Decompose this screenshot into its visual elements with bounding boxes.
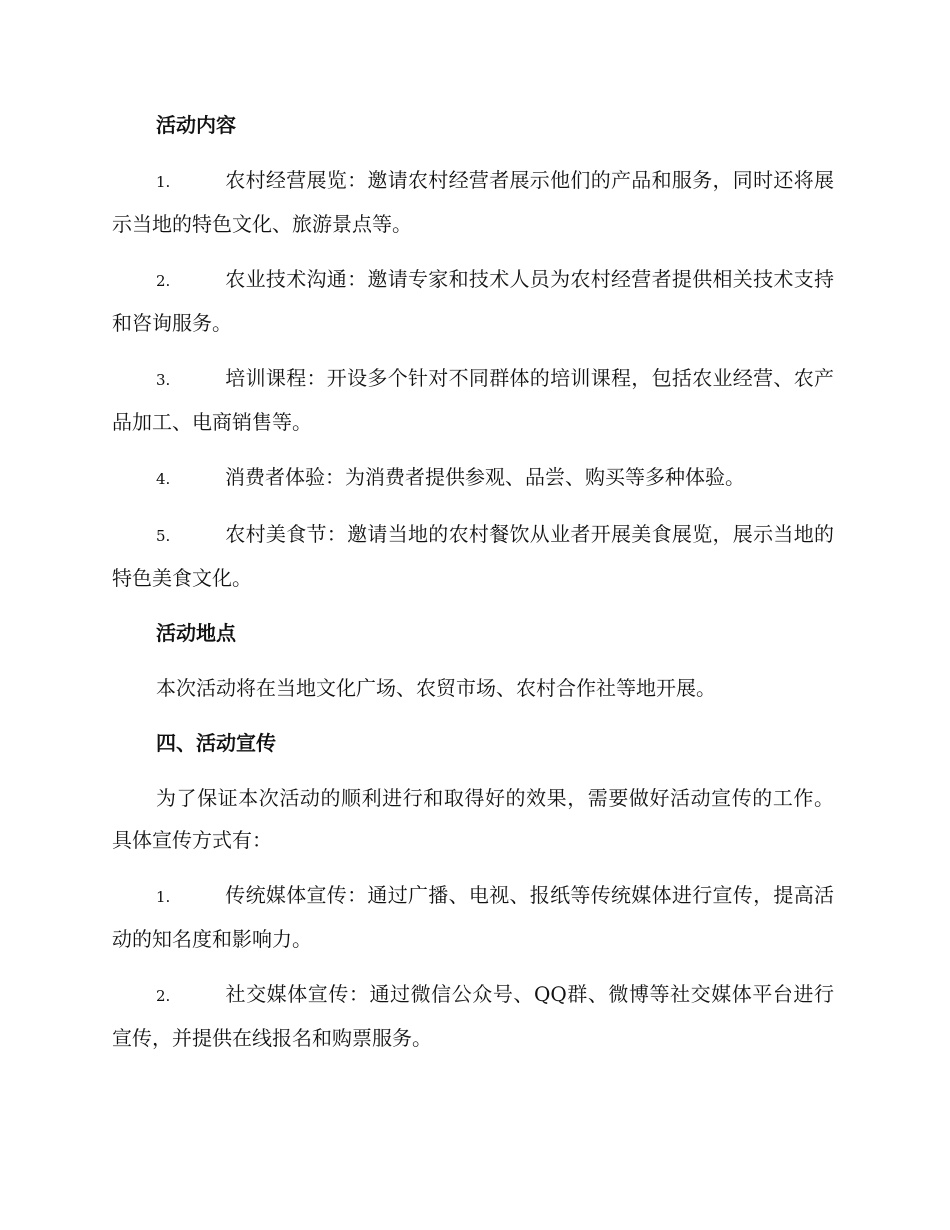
list-item (112, 874, 834, 960)
list-item (112, 258, 834, 344)
list-number: 1. (156, 888, 171, 906)
list-number: 3. (156, 371, 171, 389)
list-item (112, 456, 834, 500)
list-number: 2. (156, 272, 171, 290)
list-number: 5. (156, 527, 171, 545)
list-text: 农业技术沟通：邀请专家和技术人员为农村经营者提供相关技术支持和咨询服务。 (112, 267, 834, 335)
section-heading-location: 活动地点 (156, 621, 236, 645)
section-heading-promotion: 四、活动宣传 (156, 731, 276, 755)
document-page (112, 104, 834, 1072)
list-item (112, 159, 834, 245)
list-number: 1. (156, 173, 171, 191)
list-text: 农村经营展览：邀请农村经营者展示他们的产品和服务，同时还将展示当地的特色文化、旅游景点等。 (112, 168, 834, 236)
list-text: 农村美食节：邀请当地的农村餐饮从业者开展美食展览，展示当地的特色美食文化。 (112, 522, 834, 590)
list-text: 消费者体验：为消费者提供参观、品尝、购买等多种体验。 (225, 465, 745, 489)
list-item (112, 357, 834, 443)
promotion-intro-paragraph: 为了保证本次活动的顺利进行和取得好的效果，需要做好活动宣传的工作。具体宣传方式有： (112, 786, 834, 852)
list-number: 4. (156, 470, 171, 488)
section-heading-content: 活动内容 (156, 113, 236, 137)
list-text: 传统媒体宣传：通过广播、电视、报纸等传统媒体进行宣传，提高活动的知名度和影响力。 (112, 883, 834, 951)
list-text: 社交媒体宣传：通过微信公众号、QQ群、微博等社交媒体平台进行宣传，并提供在线报名和购票服务。 (112, 982, 834, 1050)
list-number: 2. (156, 987, 171, 1005)
list-item (112, 513, 834, 599)
list-item (112, 973, 834, 1059)
location-paragraph: 本次活动将在当地文化广场、农贸市场、农村合作社等地开展。 (156, 676, 716, 700)
list-text: 培训课程：开设多个针对不同群体的培训课程，包括农业经营、农产品加工、电商销售等。 (112, 366, 834, 434)
